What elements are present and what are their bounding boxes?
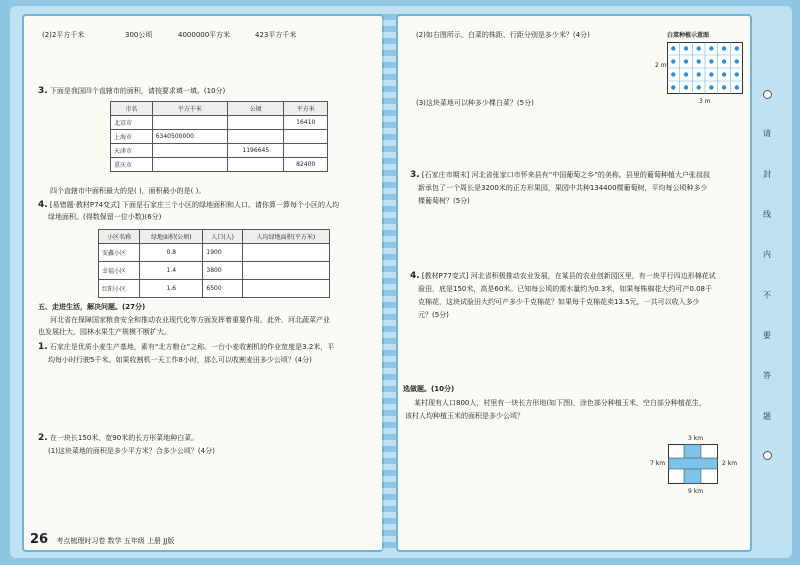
table-cell: 3800 (203, 262, 242, 280)
unit-item: 300公顷 (125, 31, 153, 39)
question-text: [易错题·教材P74变式] 下面是石家庄三个小区的绿地面积和人口。请你算一算每个小区的人均 (49, 201, 339, 209)
cabbage-dot (697, 85, 701, 89)
cross-shape (668, 444, 718, 484)
cabbage-dot (671, 59, 675, 63)
question-3 (38, 86, 225, 97)
question-text: 元？(5分) (418, 311, 449, 319)
table-cell: 红阳小区 (99, 280, 140, 298)
question-text: (2)如右图所示，白菜的株距、行距分别是多少米？(4分) (416, 31, 590, 39)
question-r3 (410, 170, 710, 181)
question-number: 4. (410, 271, 420, 281)
question-5-1 (38, 342, 334, 353)
cabbage-dot (735, 72, 739, 76)
table-cell[interactable] (242, 262, 329, 280)
cabbage-dot (722, 85, 726, 89)
cabbage-dot (735, 59, 739, 63)
table-cell: 1.6 (140, 280, 203, 298)
table-cell[interactable] (228, 130, 284, 144)
table-row (99, 280, 330, 298)
question-number: 2. (38, 433, 48, 443)
cross-field-diagram (650, 436, 750, 506)
question-text: 棵葡萄树？(5分) (418, 197, 470, 205)
cabbage-planting-diagram (655, 30, 745, 110)
table-row (99, 244, 330, 262)
footer-text: 考点梳理时习卷 数学 五年级 上册 JJ版 (56, 537, 175, 545)
page-footer (30, 532, 174, 547)
cabbage-dot (709, 85, 713, 89)
question-text: [石家庄市期末] 河北省张家口市怀来县有“中国葡萄之乡”的美称。县里的葡萄种植大户张叔叔 (421, 171, 710, 179)
table-cell: 幸福小区 (99, 262, 140, 280)
table-header: 平方千米 (152, 102, 227, 116)
page-number: 26 (30, 532, 49, 547)
cabbage-grid (667, 42, 743, 94)
question-text: 某村现有人口800人，村里有一块长方形地(如下图)，涂色部分种植玉米，空白部分种植花生， (414, 399, 706, 407)
table-cell: 16410 (284, 116, 328, 130)
table-cell: 上海市 (111, 130, 153, 144)
table-cell: 6340500000 (152, 130, 227, 144)
right-dimension: 2 km (722, 460, 738, 467)
cabbage-dot (722, 59, 726, 63)
unit-item: 4000000平方米 (178, 31, 231, 39)
cabbage-dot (697, 46, 701, 50)
table-header: 绿地面积(公顷) (140, 230, 203, 244)
question-text: [教材P77变式] 河北省积极推动农业发展，在某县的农业创新园区里，有一块平行四边形棉花试 (421, 272, 716, 280)
width-label: 3 m (699, 98, 711, 105)
section-5-title: 五、走进生活，解决问题。(27分) (38, 303, 146, 311)
unit-item: 423平方千米 (255, 31, 297, 39)
table-header: 人均绿地面积(平方米) (242, 230, 329, 244)
left-dimension: 7 km (650, 460, 666, 467)
side-char: 答 (763, 371, 771, 381)
seal-line-text (754, 90, 780, 460)
table-cell[interactable] (152, 144, 227, 158)
side-char: 要 (763, 330, 771, 340)
table-cell[interactable] (284, 144, 328, 158)
binding-hole (763, 451, 772, 460)
question-text: 下面是我国四个直辖市的面积，请按要求填一填。(10分) (49, 87, 226, 95)
question-text: 均每小时行驶5千米。如果收割机一天工作8小时，那么可以收割麦田多少公顷？(4分) (48, 356, 312, 364)
question-text: (3)这块菜地可以种多少棵白菜？(5分) (416, 99, 534, 107)
table-cell: 北京市 (111, 116, 153, 130)
cabbage-dot (709, 72, 713, 76)
table-cell: 1900 (203, 244, 242, 262)
section-intro: 河北省在保障国家粮食安全和推动农业现代化等方面发挥着重要作用。此外，河北蔬菜产业 (50, 316, 330, 324)
table-row (111, 158, 328, 172)
cabbage-dot (697, 72, 701, 76)
question-number: 4. (38, 200, 48, 210)
table-header: 平方米 (284, 102, 328, 116)
cabbage-dot (684, 85, 688, 89)
question-5-2 (38, 433, 198, 444)
table-header: 人口(人) (203, 230, 242, 244)
table-cell[interactable] (242, 244, 329, 262)
cabbage-dot (735, 46, 739, 50)
question-text: 绿地面积。(得数保留一位小数)(6分) (48, 213, 162, 221)
table-header-row (111, 102, 328, 116)
table-cell: 重庆市 (111, 158, 153, 172)
table-cell: 1196645 (228, 144, 284, 158)
table-cell: 天津市 (111, 144, 153, 158)
table-cell[interactable] (228, 116, 284, 130)
table-cell: 6500 (203, 280, 242, 298)
municipality-area-table (110, 101, 328, 172)
table-row (111, 130, 328, 144)
cabbage-dot (684, 59, 688, 63)
side-char: 请 (763, 129, 771, 139)
unit-item: (2)2平方千米 (42, 31, 85, 39)
side-char: 内 (763, 250, 771, 260)
question-number: 3. (410, 170, 420, 180)
cabbage-dot (697, 59, 701, 63)
cabbage-dot (709, 59, 713, 63)
cabbage-dot (722, 72, 726, 76)
side-char: 不 (763, 290, 771, 300)
question-4 (38, 200, 339, 211)
table-cell: 0.8 (140, 244, 203, 262)
height-label: 2 m (655, 62, 667, 69)
question-text: 克棉花，这块试验田大约可产多少千克棉花？如果每千克棉花卖13.5元，一共可以收入多少 (418, 298, 700, 306)
table-cell[interactable] (228, 158, 284, 172)
table-header-row (99, 230, 330, 244)
cabbage-dot (684, 46, 688, 50)
table-cell[interactable] (284, 130, 328, 144)
q3-fill-blank: 四个直辖市中面积最大的是( )，面积最小的是( )。 (50, 187, 206, 195)
question-text: (1)这块菜地的面积是多少平方米？合多少公顷？(4分) (48, 447, 215, 455)
question-text: 该村人均种植玉米的面积是多少公顷？ (405, 412, 524, 420)
cabbage-dot (722, 46, 726, 50)
cabbage-dot (735, 85, 739, 89)
question-text: 新承包了一个周长是3200米的正方形果园，果园中共种134400棵葡萄树，平均每公顷种多少 (418, 184, 708, 192)
table-header: 市名 (111, 102, 153, 116)
top-dimension: 3 km (688, 435, 704, 442)
cabbage-dot (671, 72, 675, 76)
table-cell: 1.4 (140, 262, 203, 280)
question-text: 验田，底是150米，高是60米。已知每公顷的需水量约为0.3米，如果每株棉花大约可产0.08千 (418, 285, 712, 293)
table-row (99, 262, 330, 280)
greenland-table (98, 229, 330, 298)
question-text: 石家庄是优质小麦生产基地，素有“北方粮仓”之称。一台小麦收割机的作业宽度是3.2米，平 (49, 343, 335, 351)
question-number: 3. (38, 86, 48, 96)
table-header: 公顷 (228, 102, 284, 116)
table-header: 小区名称 (99, 230, 140, 244)
cabbage-dot (671, 85, 675, 89)
question-text: 在一块长150米、宽90米的长方形菜地种白菜。 (49, 434, 199, 442)
side-char: 封 (763, 169, 771, 179)
table-cell: 安鑫小区 (99, 244, 140, 262)
question-r4 (410, 271, 716, 282)
table-cell[interactable] (242, 280, 329, 298)
bottom-dimension: 9 km (688, 488, 704, 495)
table-cell[interactable] (152, 116, 227, 130)
optional-title: 选做题。(10分) (403, 385, 455, 393)
question-number: 1. (38, 342, 48, 352)
table-row (111, 116, 328, 130)
binding-hole (763, 90, 772, 99)
side-char: 线 (763, 209, 771, 219)
section-intro: 也发展壮大，园林水果生产规模不断扩大。 (38, 328, 171, 336)
figure-title: 白菜种植示意图 (667, 32, 710, 39)
table-cell[interactable] (152, 158, 227, 172)
cabbage-dot (709, 46, 713, 50)
table-row (111, 144, 328, 158)
cabbage-dot (671, 46, 675, 50)
cabbage-dot (684, 72, 688, 76)
side-char: 题 (763, 411, 771, 421)
table-cell: 82400 (284, 158, 328, 172)
